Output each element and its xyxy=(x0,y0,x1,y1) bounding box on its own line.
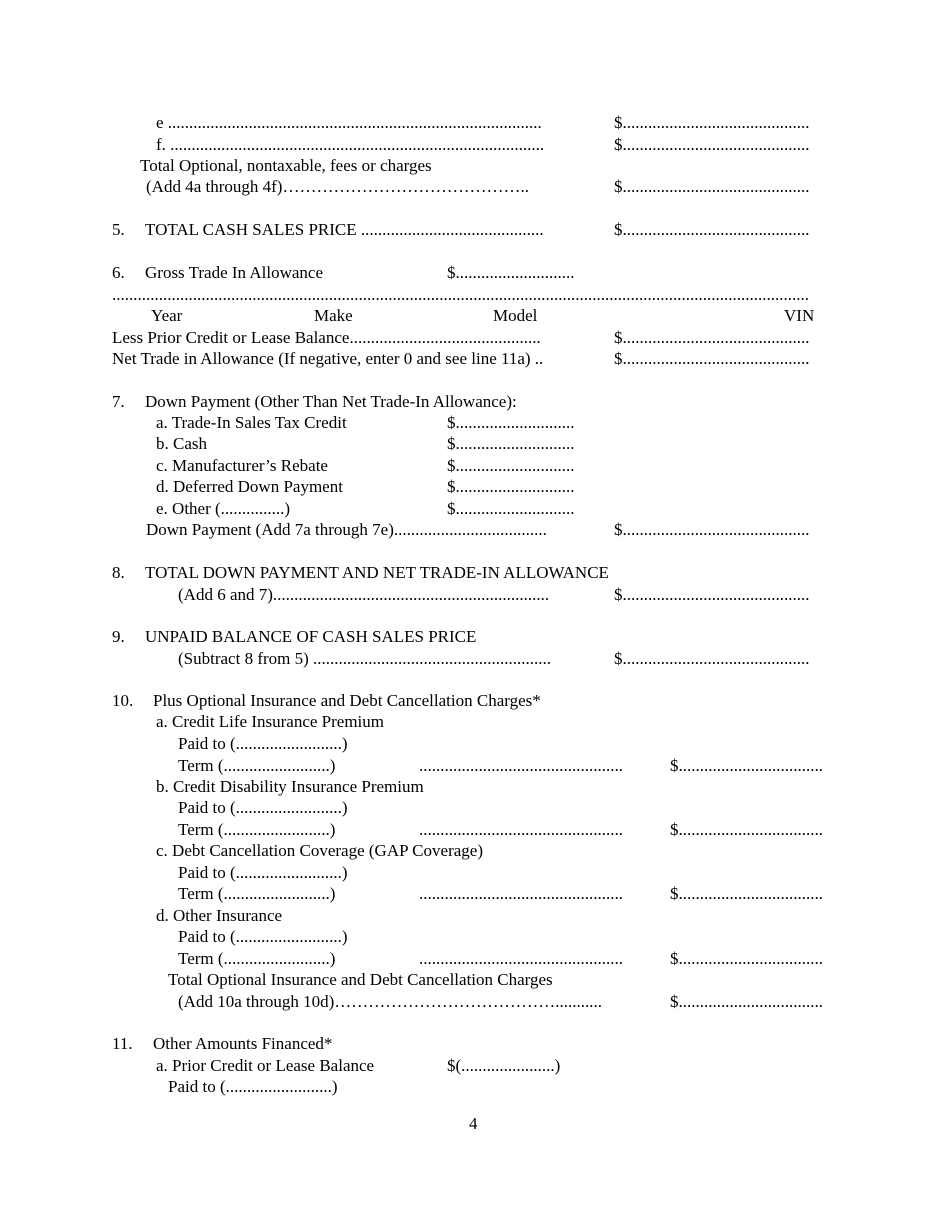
item-9-amount[interactable]: $............................................ xyxy=(614,649,810,668)
prior-credit-balance-amount[interactable]: $(......................) xyxy=(447,1056,561,1075)
insurance-leader: ................................................ xyxy=(419,820,623,839)
insurance-term[interactable]: Term (.........................) xyxy=(178,949,336,968)
insurance-amount[interactable]: $.................................. xyxy=(670,949,823,968)
insurance-total-label: Total Optional Insurance and Debt Cancellation Charges xyxy=(168,970,553,989)
item-9-label: UNPAID BALANCE OF CASH SALES PRICE xyxy=(145,627,477,646)
down-payment-item-amount[interactable]: $............................ xyxy=(447,456,575,475)
total-optional-label: Total Optional, nontaxable, fees or charges xyxy=(140,156,432,175)
item-5-number: 5. xyxy=(112,220,125,239)
item-10-number: 10. xyxy=(112,691,134,710)
item-10-label: Plus Optional Insurance and Debt Cancellation Charges* xyxy=(153,691,541,710)
line-4f-label: f. ........................................................................................ xyxy=(156,135,545,154)
insurance-total-sub: (Add 10a through 10d)…………………………………........... xyxy=(178,992,603,1011)
insurance-amount[interactable]: $.................................. xyxy=(670,756,823,775)
insurance-term[interactable]: Term (.........................) xyxy=(178,820,336,839)
item-8-number: 8. xyxy=(112,563,125,582)
down-payment-item-label: e. Other (...............) xyxy=(156,499,291,518)
prior-credit-paid-to[interactable]: Paid to (.........................) xyxy=(168,1077,338,1096)
down-payment-total-label: Down Payment (Add 7a through 7e).................................... xyxy=(146,520,547,539)
total-optional-sub: (Add 4a through 4f)…………………………………….. xyxy=(146,177,529,196)
item-7-label: Down Payment (Other Than Net Trade-In Allowance): xyxy=(145,392,517,411)
item-7-number: 7. xyxy=(112,392,125,411)
item-8-label: TOTAL DOWN PAYMENT AND NET TRADE-IN ALLOWANCE xyxy=(145,563,609,582)
prior-credit-amount[interactable]: $............................................ xyxy=(614,328,810,347)
net-trade-amount[interactable]: $............................................ xyxy=(614,349,810,368)
item-11-number: 11. xyxy=(112,1034,133,1053)
insurance-paid-to[interactable]: Paid to (.........................) xyxy=(178,798,348,817)
insurance-paid-to[interactable]: Paid to (.........................) xyxy=(178,927,348,946)
down-payment-item-label: b. Cash xyxy=(156,434,207,453)
item-6-number: 6. xyxy=(112,263,125,282)
down-payment-item-amount[interactable]: $............................ xyxy=(447,434,575,453)
insurance-term[interactable]: Term (.........................) xyxy=(178,884,336,903)
insurance-leader: ................................................ xyxy=(419,756,623,775)
prior-credit-balance-label: a. Prior Credit or Lease Balance xyxy=(156,1056,375,1075)
down-payment-item-label: d. Deferred Down Payment xyxy=(156,477,343,496)
down-payment-item-amount[interactable]: $............................ xyxy=(447,499,575,518)
insurance-amount[interactable]: $.................................. xyxy=(670,884,823,903)
item-11-label: Other Amounts Financed* xyxy=(153,1034,333,1053)
insurance-item-label: b. Credit Disability Insurance Premium xyxy=(156,777,424,796)
insurance-paid-to[interactable]: Paid to (.........................) xyxy=(178,863,348,882)
col-make: Make xyxy=(314,306,353,325)
insurance-paid-to[interactable]: Paid to (.........................) xyxy=(178,734,348,753)
item-5-amount[interactable]: $............................................ xyxy=(614,220,810,239)
item-6-label: Gross Trade In Allowance xyxy=(145,263,324,282)
insurance-item-label: c. Debt Cancellation Coverage (GAP Coverage) xyxy=(156,841,483,860)
prior-credit-label: Less Prior Credit or Lease Balance............................................. xyxy=(112,328,541,347)
down-payment-item-amount[interactable]: $............................ xyxy=(447,477,575,496)
insurance-item-label: a. Credit Life Insurance Premium xyxy=(156,712,385,731)
down-payment-item-label: a. Trade-In Sales Tax Credit xyxy=(156,413,347,432)
item-5-label: TOTAL CASH SALES PRICE ........................................... xyxy=(145,220,544,239)
item-9-number: 9. xyxy=(112,627,125,646)
col-vin: VIN xyxy=(784,306,815,325)
insurance-amount[interactable]: $.................................. xyxy=(670,820,823,839)
total-optional-amount[interactable]: $............................................ xyxy=(614,177,810,196)
line-4f-amount[interactable]: $............................................ xyxy=(614,135,810,154)
insurance-term[interactable]: Term (.........................) xyxy=(178,756,336,775)
col-year: Year xyxy=(151,306,183,325)
item-6-amount[interactable]: $............................ xyxy=(447,263,575,282)
insurance-item-label: d. Other Insurance xyxy=(156,906,283,925)
item-8-sub: (Add 6 and 7)................................................................. xyxy=(178,585,550,604)
down-payment-item-label: c. Manufacturer’s Rebate xyxy=(156,456,328,475)
item-8-amount[interactable]: $............................................ xyxy=(614,585,810,604)
insurance-total-amount[interactable]: $.................................. xyxy=(670,992,823,1011)
insurance-leader: ................................................ xyxy=(419,949,623,968)
line-4e-amount[interactable]: $............................................ xyxy=(614,113,810,132)
down-payment-total-amount[interactable]: $............................................ xyxy=(614,520,810,539)
trade-in-divider: .................................................................................................................................................................... xyxy=(112,285,809,304)
item-9-sub: (Subtract 8 from 5) ........................................................ xyxy=(178,649,552,668)
col-model: Model xyxy=(493,306,538,325)
page-number: 4 xyxy=(469,1114,478,1133)
insurance-leader: ................................................ xyxy=(419,884,623,903)
down-payment-item-amount[interactable]: $............................ xyxy=(447,413,575,432)
line-4e-label: e ........................................................................................ xyxy=(156,113,542,132)
net-trade-label: Net Trade in Allowance (If negative, enter 0 and see line 11a) .. xyxy=(112,349,544,368)
